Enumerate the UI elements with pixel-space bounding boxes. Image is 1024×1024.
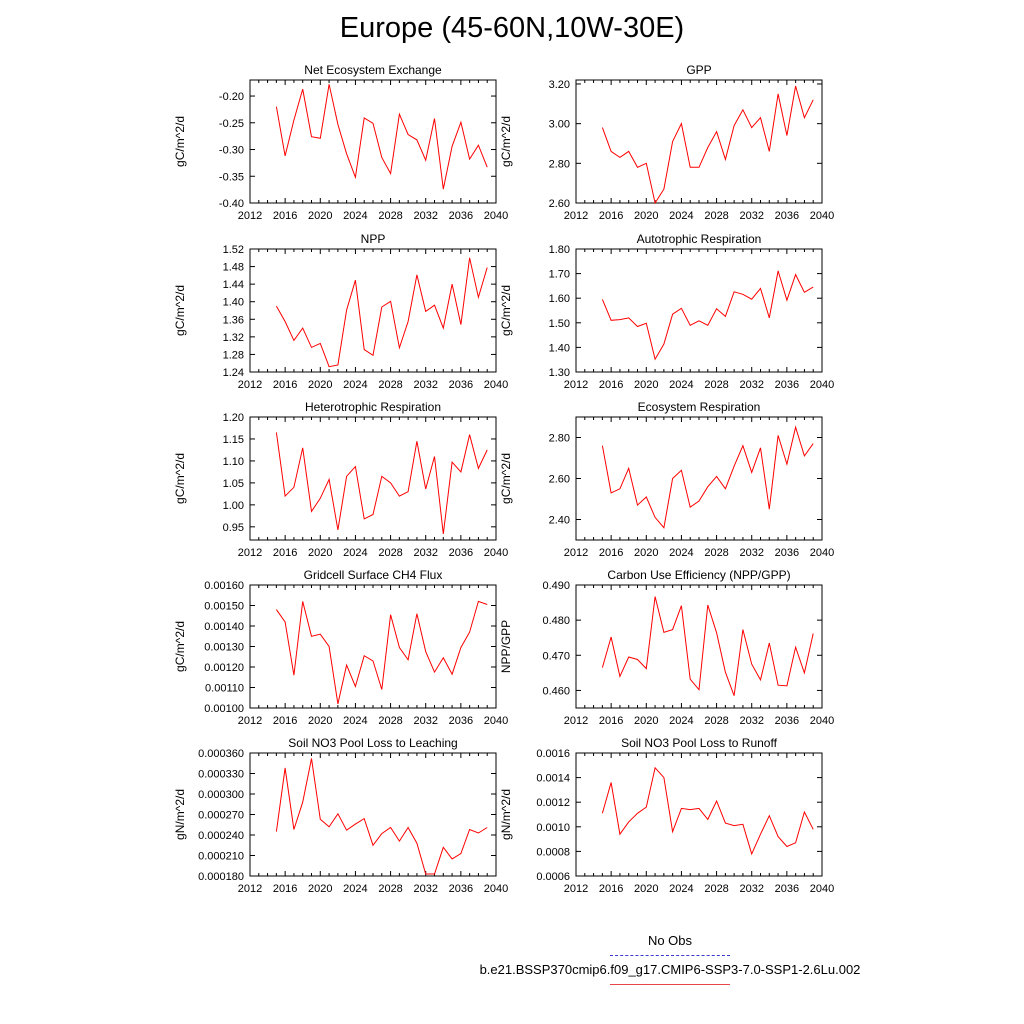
chart-panel-4 bbox=[499, 232, 834, 391]
y-tick-label: 1.32 bbox=[222, 331, 244, 344]
x-tick-label: 2020 bbox=[634, 715, 659, 727]
x-tick-label: 2020 bbox=[308, 379, 333, 391]
series-line bbox=[276, 601, 487, 704]
chart-panel-9 bbox=[173, 736, 508, 895]
x-tick-label: 2020 bbox=[308, 883, 333, 895]
series-line bbox=[276, 258, 487, 367]
y-tick-label: 1.60 bbox=[548, 293, 570, 306]
x-tick-label: 2036 bbox=[448, 547, 474, 559]
plot-frame bbox=[576, 753, 822, 876]
y-tick-label: 0.000180 bbox=[198, 871, 244, 883]
x-tick-label: 2020 bbox=[634, 883, 659, 895]
x-tick-label: 2016 bbox=[272, 883, 298, 895]
y-tick-label: -0.20 bbox=[218, 91, 244, 104]
y-tick-label: 0.0008 bbox=[536, 846, 570, 859]
chart-panel-7 bbox=[173, 568, 508, 727]
x-tick-label: 2028 bbox=[704, 379, 729, 391]
y-tick-label: 1.28 bbox=[222, 349, 244, 362]
y-axis-label: gN/m^2/d bbox=[499, 789, 513, 840]
chart-title: Net Ecosystem Exchange bbox=[304, 63, 442, 77]
y-tick-label: -0.40 bbox=[218, 198, 244, 210]
plot-frame bbox=[250, 753, 496, 876]
x-tick-label: 2012 bbox=[563, 883, 589, 895]
y-tick-label: 0.0014 bbox=[536, 772, 570, 785]
y-tick-label: -0.30 bbox=[218, 144, 244, 157]
x-tick-label: 2016 bbox=[272, 715, 298, 727]
y-tick-label: 0.000270 bbox=[198, 809, 244, 822]
plot-frame bbox=[576, 80, 822, 203]
chart-title: GPP bbox=[686, 63, 712, 77]
y-tick-label: 0.470 bbox=[542, 650, 570, 663]
x-tick-label: 2040 bbox=[809, 883, 835, 895]
x-tick-label: 2020 bbox=[634, 210, 659, 222]
x-tick-label: 2040 bbox=[809, 210, 835, 222]
y-tick-label: 0.00160 bbox=[204, 580, 244, 592]
chart-panel-5 bbox=[173, 400, 508, 559]
y-tick-label: 1.36 bbox=[222, 314, 244, 327]
chart-panel-8 bbox=[499, 568, 834, 727]
x-tick-label: 2040 bbox=[483, 715, 509, 727]
y-tick-label: 1.40 bbox=[222, 296, 244, 309]
x-tick-label: 2012 bbox=[237, 715, 263, 727]
x-tick-label: 2036 bbox=[774, 547, 800, 559]
y-tick-label: 0.000360 bbox=[198, 748, 244, 760]
chart-title: Carbon Use Efficiency (NPP/GPP) bbox=[607, 568, 791, 582]
y-tick-label: 1.80 bbox=[548, 244, 570, 256]
y-tick-label: 0.460 bbox=[542, 685, 570, 698]
y-tick-label: 1.05 bbox=[222, 477, 244, 490]
x-tick-label: 2036 bbox=[774, 715, 800, 727]
y-tick-label: 2.40 bbox=[548, 514, 570, 527]
x-tick-label: 2012 bbox=[563, 715, 589, 727]
legend-model-line bbox=[610, 984, 730, 985]
y-tick-label: 0.00130 bbox=[204, 641, 244, 654]
y-tick-label: 1.30 bbox=[548, 367, 570, 379]
chart-title: Ecosystem Respiration bbox=[637, 400, 761, 414]
y-axis-label: gC/m^2/d bbox=[173, 453, 187, 504]
chart-panel-3 bbox=[173, 232, 508, 391]
x-tick-label: 2032 bbox=[739, 883, 764, 895]
x-tick-label: 2040 bbox=[483, 210, 509, 222]
y-axis-label: gC/m^2/d bbox=[173, 621, 187, 672]
y-tick-label: 0.95 bbox=[222, 521, 244, 534]
chart-title: Heterotrophic Respiration bbox=[304, 400, 442, 414]
x-tick-label: 2028 bbox=[378, 883, 403, 895]
y-tick-label: 2.80 bbox=[548, 432, 570, 445]
x-tick-label: 2016 bbox=[272, 547, 298, 559]
x-tick-label: 2028 bbox=[378, 379, 403, 391]
x-tick-label: 2036 bbox=[774, 210, 800, 222]
chart-title: Autotrophic Respiration bbox=[636, 232, 762, 246]
plot-frame bbox=[576, 249, 822, 372]
y-axis-label: gN/m^2/d bbox=[173, 789, 187, 840]
y-tick-label: 0.490 bbox=[542, 580, 570, 592]
x-tick-label: 2036 bbox=[774, 379, 800, 391]
x-tick-label: 2024 bbox=[343, 379, 368, 391]
x-tick-label: 2028 bbox=[704, 883, 729, 895]
x-tick-label: 2020 bbox=[634, 547, 659, 559]
series-line bbox=[602, 597, 813, 696]
plot-frame bbox=[576, 417, 822, 540]
chart-panel-6 bbox=[499, 400, 834, 559]
x-tick-label: 2024 bbox=[343, 210, 368, 222]
y-axis-label: gC/m^2/d bbox=[499, 453, 513, 504]
plot-frame bbox=[250, 80, 496, 203]
x-tick-label: 2028 bbox=[378, 715, 403, 727]
y-tick-label: 1.44 bbox=[222, 279, 244, 292]
y-tick-label: 0.0006 bbox=[536, 871, 570, 883]
x-tick-label: 2040 bbox=[483, 547, 509, 559]
y-tick-label: 1.10 bbox=[222, 455, 244, 468]
y-tick-label: 0.00120 bbox=[204, 662, 244, 674]
x-tick-label: 2016 bbox=[598, 547, 624, 559]
y-tick-label: 1.00 bbox=[222, 499, 244, 512]
x-tick-label: 2024 bbox=[343, 547, 368, 559]
x-tick-label: 2032 bbox=[413, 379, 438, 391]
series-line bbox=[276, 759, 487, 875]
y-tick-label: 0.0016 bbox=[536, 748, 570, 760]
x-tick-label: 2016 bbox=[272, 210, 298, 222]
chart-title: Gridcell Surface CH4 Flux bbox=[303, 568, 443, 582]
x-tick-label: 2016 bbox=[598, 883, 624, 895]
chart-panel-10 bbox=[499, 736, 834, 895]
x-tick-label: 2024 bbox=[669, 715, 694, 727]
x-tick-label: 2032 bbox=[739, 210, 764, 222]
x-tick-label: 2012 bbox=[563, 210, 589, 222]
chart-panel-1 bbox=[173, 63, 508, 222]
x-tick-label: 2036 bbox=[448, 883, 474, 895]
x-tick-label: 2024 bbox=[343, 715, 368, 727]
x-tick-label: 2028 bbox=[704, 547, 729, 559]
x-tick-label: 2016 bbox=[598, 715, 624, 727]
y-tick-label: 2.60 bbox=[548, 473, 570, 486]
y-tick-label: 0.480 bbox=[542, 615, 570, 628]
chart-title: NPP bbox=[360, 232, 386, 246]
chart-title: Soil NO3 Pool Loss to Runoff bbox=[621, 736, 777, 750]
x-tick-label: 2028 bbox=[378, 210, 403, 222]
x-tick-label: 2020 bbox=[308, 547, 333, 559]
x-tick-label: 2040 bbox=[809, 379, 835, 391]
x-tick-label: 2032 bbox=[739, 715, 764, 727]
y-tick-label: 1.70 bbox=[548, 268, 570, 281]
x-tick-label: 2036 bbox=[774, 883, 800, 895]
y-tick-label: 0.000300 bbox=[198, 789, 244, 801]
x-tick-label: 2024 bbox=[669, 210, 694, 222]
x-tick-label: 2012 bbox=[237, 547, 263, 559]
series-line bbox=[602, 271, 813, 359]
x-tick-label: 2032 bbox=[413, 715, 438, 727]
y-axis-label: NPP/GPP bbox=[499, 619, 513, 674]
y-tick-label: -0.25 bbox=[218, 117, 244, 130]
y-tick-label: 3.00 bbox=[548, 118, 570, 131]
x-tick-label: 2040 bbox=[483, 883, 509, 895]
y-tick-label: 2.60 bbox=[548, 198, 570, 210]
y-tick-label: 0.000240 bbox=[198, 830, 244, 842]
x-tick-label: 2016 bbox=[272, 379, 298, 391]
y-tick-label: 0.00100 bbox=[204, 703, 244, 715]
y-tick-label: 0.000210 bbox=[198, 850, 244, 863]
x-tick-label: 2032 bbox=[413, 547, 438, 559]
y-tick-label: 0.00140 bbox=[204, 621, 244, 633]
x-tick-label: 2024 bbox=[343, 883, 368, 895]
y-tick-label: 1.15 bbox=[222, 433, 244, 446]
x-tick-label: 2020 bbox=[308, 715, 333, 727]
x-tick-label: 2032 bbox=[739, 379, 764, 391]
x-tick-label: 2032 bbox=[739, 547, 764, 559]
y-tick-label: 1.52 bbox=[222, 244, 244, 256]
y-tick-label: 1.24 bbox=[222, 367, 244, 379]
y-tick-label: 0.00110 bbox=[205, 682, 244, 695]
y-tick-label: 0.000330 bbox=[198, 768, 244, 781]
series-line bbox=[276, 432, 487, 534]
x-tick-label: 2016 bbox=[598, 379, 624, 391]
chart-title: Soil NO3 Pool Loss to Leaching bbox=[288, 736, 458, 750]
x-tick-label: 2012 bbox=[563, 547, 589, 559]
x-tick-label: 2024 bbox=[669, 883, 694, 895]
y-tick-label: 1.40 bbox=[548, 342, 570, 355]
series-line bbox=[276, 84, 487, 189]
x-tick-label: 2024 bbox=[669, 379, 694, 391]
x-tick-label: 2028 bbox=[378, 547, 403, 559]
y-tick-label: 2.80 bbox=[548, 158, 570, 171]
y-tick-label: 0.0012 bbox=[536, 797, 570, 810]
series-line bbox=[602, 427, 813, 528]
plot-frame bbox=[250, 585, 496, 708]
y-axis-label: gC/m^2/d bbox=[173, 116, 187, 167]
x-tick-label: 2040 bbox=[809, 715, 835, 727]
chart-panel-2 bbox=[499, 63, 834, 222]
y-tick-label: 0.00150 bbox=[204, 600, 244, 613]
y-axis-label: gC/m^2/d bbox=[499, 285, 513, 336]
legend-obs-label: No Obs bbox=[647, 933, 693, 948]
x-tick-label: 2024 bbox=[669, 547, 694, 559]
y-tick-label: 1.20 bbox=[222, 412, 244, 424]
y-tick-label: 0.0010 bbox=[536, 821, 570, 834]
x-tick-label: 2040 bbox=[483, 379, 509, 391]
x-tick-label: 2012 bbox=[237, 379, 263, 391]
x-tick-label: 2036 bbox=[448, 379, 474, 391]
x-tick-label: 2032 bbox=[413, 210, 438, 222]
page-title: Europe (45-60N,10W-30E) bbox=[339, 12, 685, 44]
x-tick-label: 2020 bbox=[634, 379, 659, 391]
y-tick-label: -0.35 bbox=[218, 171, 244, 184]
y-tick-label: 1.48 bbox=[222, 261, 244, 274]
x-tick-label: 2012 bbox=[563, 379, 589, 391]
x-tick-label: 2040 bbox=[809, 547, 835, 559]
legend-obs-line bbox=[610, 955, 730, 956]
x-tick-label: 2012 bbox=[237, 210, 263, 222]
y-axis-label: gC/m^2/d bbox=[499, 116, 513, 167]
series-line bbox=[602, 86, 813, 203]
x-tick-label: 2028 bbox=[704, 210, 729, 222]
x-tick-label: 2028 bbox=[704, 715, 729, 727]
x-tick-label: 2036 bbox=[448, 715, 474, 727]
x-tick-label: 2032 bbox=[413, 883, 438, 895]
plot-frame bbox=[250, 417, 496, 540]
x-tick-label: 2020 bbox=[308, 210, 333, 222]
legend-model-label: b.e21.BSSP370cmip6.f09_g17.CMIP6-SSP3-7.0-SSP1-2.6Lu.002 bbox=[479, 962, 861, 977]
x-tick-label: 2016 bbox=[598, 210, 624, 222]
y-axis-label: gC/m^2/d bbox=[173, 285, 187, 336]
y-tick-label: 1.50 bbox=[548, 317, 570, 330]
y-tick-label: 3.20 bbox=[548, 78, 570, 91]
x-tick-label: 2036 bbox=[448, 210, 474, 222]
series-line bbox=[602, 768, 813, 854]
x-tick-label: 2012 bbox=[237, 883, 263, 895]
